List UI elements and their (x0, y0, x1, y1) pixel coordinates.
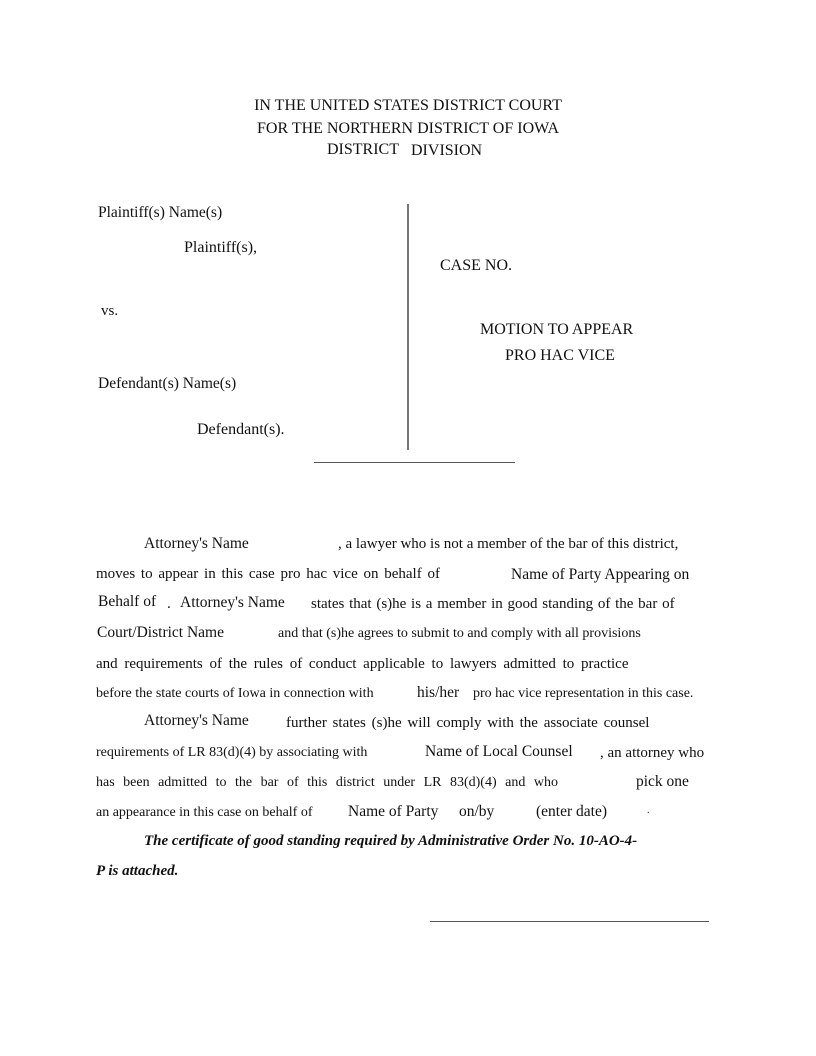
certificate-statement-cont: P is attached. (96, 863, 179, 879)
party-name-field-cont[interactable]: Behalf of (98, 593, 157, 610)
body-text: moves to appear in this case pro hac vice on behalf of (96, 566, 440, 582)
case-number-label: CASE NO. (440, 257, 513, 274)
defendant-name-field[interactable]: Defendant(s) Name(s) (98, 375, 237, 392)
plaintiff-name-field[interactable]: Plaintiff(s) Name(s) (98, 204, 223, 221)
division-field[interactable]: DISTRICT (327, 141, 399, 158)
body-text: states that (s)he is a member in good standing of the bar of (311, 596, 675, 612)
versus-label: vs. (101, 303, 119, 319)
body-text: . (647, 805, 650, 816)
body-text: before the state courts of Iowa in connection with (96, 686, 374, 701)
court-name-line1: IN THE UNITED STATES DISTRICT COURT (254, 97, 562, 114)
body-text: pro hac vice representation in this case. (473, 686, 694, 701)
party-name-field-2[interactable]: Name of Party (348, 803, 439, 820)
appearance-choice-field[interactable]: pick one (636, 773, 689, 790)
body-text: , an attorney who (600, 745, 705, 761)
signature-line[interactable] (430, 921, 709, 922)
body-text: an appearance in this case on behalf of (96, 805, 313, 820)
plaintiff-label: Plaintiff(s), (184, 239, 258, 256)
pronoun-field[interactable]: his/her (417, 684, 460, 701)
body-text: requirements of LR 83(d)(4) by associating with (96, 745, 368, 760)
body-text: , a lawyer who is not a member of the bar of this district, (338, 536, 679, 552)
on-by-field[interactable]: on/by (459, 803, 495, 820)
body-text: and requirements of the rules of conduct applicable to lawyers admitted to practice (96, 656, 629, 672)
date-field[interactable]: (enter date) (536, 803, 607, 820)
body-text: has been admitted to the bar of this district under LR 83(d)(4) and who (96, 775, 558, 790)
attorney-name-field[interactable]: Attorney's Name (144, 535, 249, 552)
court-name-line2: FOR THE NORTHERN DISTRICT OF IOWA (256, 120, 559, 137)
certificate-statement: The certificate of good standing required by Administrative Order No. 10-AO-4- (144, 833, 638, 849)
motion-title-line1: MOTION TO APPEAR (480, 321, 634, 338)
body-text: further states (s)he will comply with the associate counsel (286, 715, 650, 731)
court-district-field[interactable]: Court/District Name (97, 624, 224, 641)
body-text: . (167, 596, 171, 612)
division-label: DIVISION (411, 142, 483, 159)
caption-underline (314, 462, 515, 463)
local-counsel-field[interactable]: Name of Local Counsel (425, 743, 573, 760)
party-name-field[interactable]: Name of Party Appearing on (511, 566, 690, 583)
body-text: and that (s)he agrees to submit to and comply with all provisions (278, 626, 641, 641)
attorney-name-field-2[interactable]: Attorney's Name (180, 594, 285, 611)
attorney-name-field-3[interactable]: Attorney's Name (144, 712, 249, 729)
defendant-label: Defendant(s). (197, 421, 285, 438)
caption-divider (407, 204, 409, 450)
motion-title-line2: PRO HAC VICE (505, 347, 615, 364)
